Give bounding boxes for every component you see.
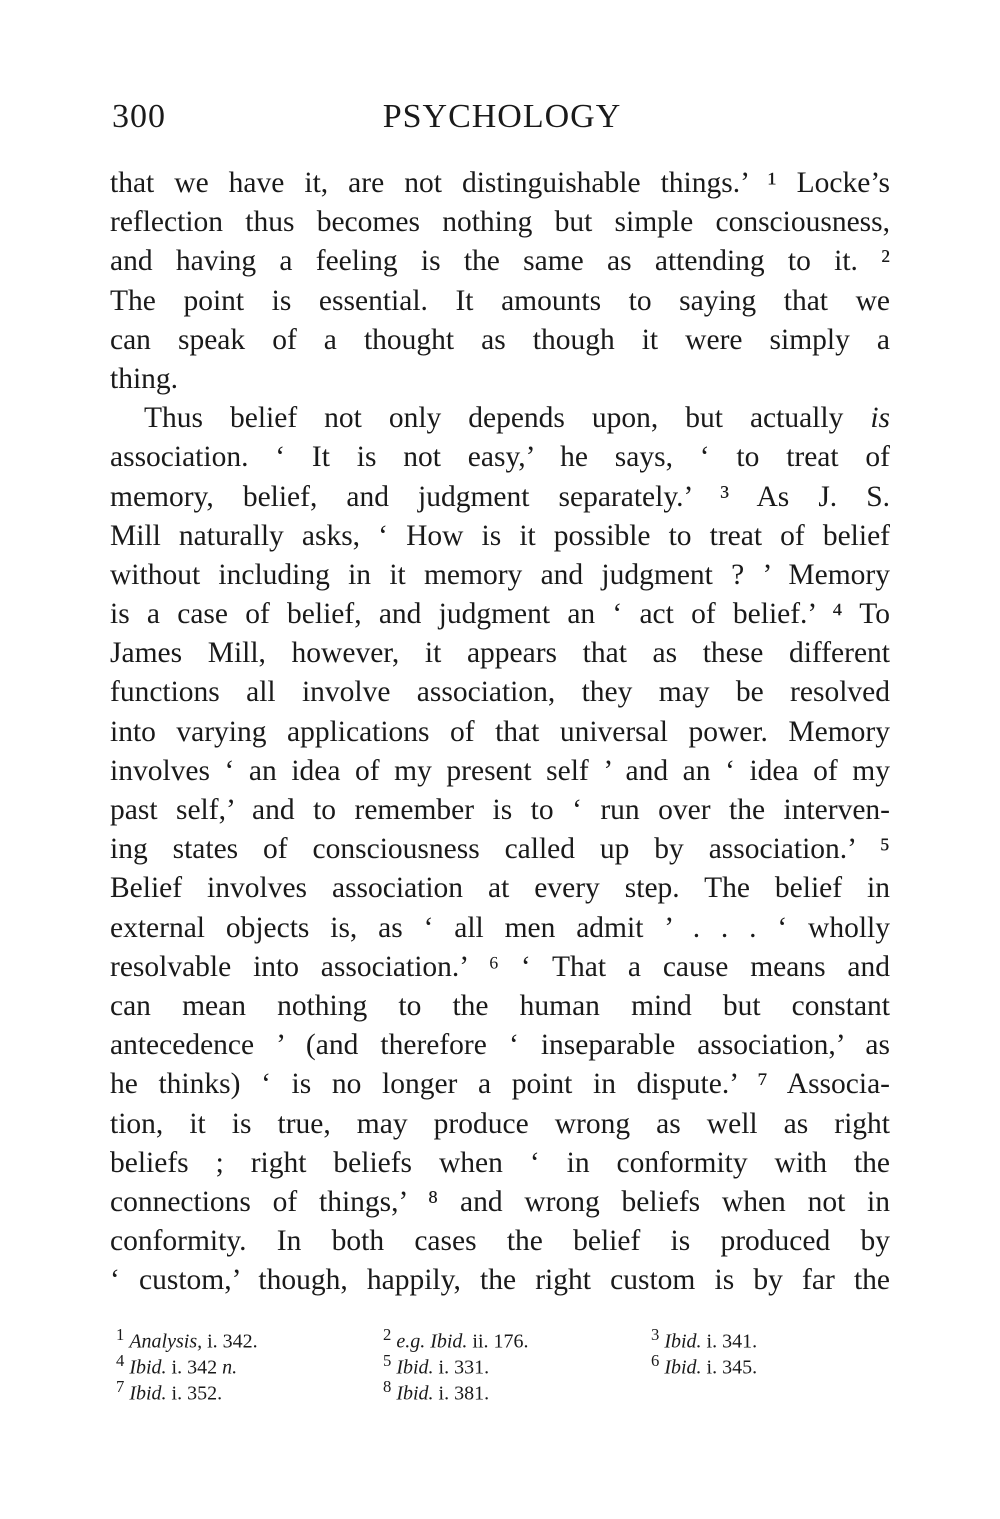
text-line: can mean nothing to the human mind but constant — [110, 989, 890, 1022]
text-line: Belief involves association at every step. The belief in — [110, 872, 890, 905]
footnote: $^4$ Ibid. i. 342 n. — [116, 1351, 238, 1379]
footnote: $^3$ Ibid. i. 341. — [651, 1325, 758, 1353]
footnotes — [116, 1322, 876, 1405]
footnote-row — [116, 1374, 876, 1405]
text-line: association. ‘ It is not easy,’ he says, ‘ to treat of — [110, 441, 890, 474]
text-line: ing states of consciousness called up by association.’ ⁵ — [110, 833, 890, 866]
text-line: antecedence ’ (and therefore ‘ inseparable association,’ as — [110, 1029, 890, 1062]
footnote: $^7$ Ibid. i. 352. — [116, 1377, 223, 1405]
text-line: memory, belief, and judgment separately.’ ³ As J. S. — [110, 480, 890, 513]
text-line: into varying applications of that universal power. Memory — [110, 715, 890, 748]
text-line: resolvable into association.’ ⁶ ‘ That a cause means and — [110, 950, 890, 983]
page-title: PSYCHOLOGY — [382, 98, 622, 135]
footnote: $^2$ e.g. Ibid. ii. 176. — [383, 1325, 529, 1353]
footnote: $^6$ Ibid. i. 345. — [651, 1351, 758, 1379]
text-line: thing. — [110, 362, 179, 395]
text-line: conformity. In both cases the belief is produced by — [110, 1225, 890, 1258]
text-line: functions all involve association, they may be resolved — [110, 676, 890, 709]
text-line: that we have it, are not distinguishable things.’ ¹ Locke’s — [110, 167, 890, 199]
text-line: beliefs ; right beliefs when ‘ in conformity with the — [110, 1146, 890, 1179]
text-line: Mill naturally asks, ‘ How is it possible to treat of belief — [110, 519, 890, 552]
footnote-row — [116, 1348, 876, 1379]
text-line: involves ‘ an idea of my present self ’ and an ‘ idea of my — [110, 754, 890, 787]
text-line: is a case of belief, and judgment an ‘ act of belief.’ ⁴ To — [110, 598, 890, 631]
text-line: past self,’ and to remember is to ‘ run over the interven- — [110, 794, 890, 826]
text-line: ‘ custom,’ though, happily, the right custom is by far the — [110, 1264, 890, 1297]
text-line: The point is essential. It amounts to saying that we — [110, 284, 890, 317]
text-line: he thinks) ‘ is no longer a point in dispute.’ ⁷ Associa- — [110, 1068, 890, 1101]
text-line: can speak of a thought as though it were simply a — [110, 323, 890, 356]
footnote: $^5$ Ibid. i. 331. — [383, 1351, 490, 1379]
text-line-emphasis — [110, 399, 890, 438]
text-line: and having a feeling is the same as attending to it. ² — [110, 245, 890, 278]
text-line: reflection thus becomes nothing but simple consciousness, — [110, 206, 890, 239]
footnote: $^1$ Analysis, i. 342. — [116, 1325, 258, 1353]
body-text — [110, 164, 890, 1300]
text-line: connections of things,’ ⁸ and wrong beliefs when not in — [110, 1185, 890, 1218]
text-line: tion, it is true, may produce wrong as well as right — [110, 1107, 890, 1140]
text-line: James Mill, however, it appears that as these different — [110, 637, 890, 670]
footnote-row — [116, 1322, 876, 1353]
text-line: without including in it memory and judgment ? ’ Memory — [110, 558, 890, 591]
footnote: $^8$ Ibid. i. 381. — [383, 1377, 490, 1405]
page-number: 300 — [112, 98, 166, 135]
text-line: external objects is, as ‘ all men admit ’ . . . ‘ wholly — [110, 911, 890, 944]
text-line-main: Thus belief not only depends upon, but actually — [144, 402, 844, 435]
running-head — [112, 98, 892, 142]
emphasis-is: is — [870, 402, 891, 435]
